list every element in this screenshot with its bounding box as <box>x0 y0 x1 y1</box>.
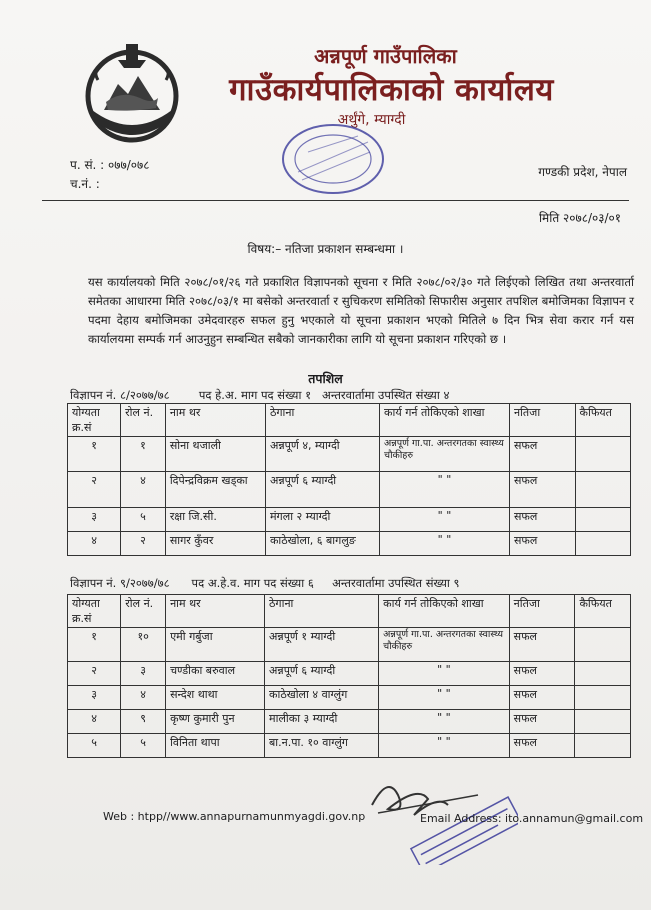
cell-address: काठेखोला ४ वाग्लुंग <box>265 686 379 710</box>
cell-sn: ४ <box>68 710 121 734</box>
office-address: अर्थुंगे, म्याग्दी <box>337 112 406 128</box>
table-row <box>68 686 631 710</box>
cell-result: सफल <box>509 508 575 532</box>
col-header: कैफियत <box>575 404 630 437</box>
cell-branch: अन्नपूर्ण गा.पा. अन्तरगतका स्वास्थ्य चौकीहरु <box>379 628 509 662</box>
reference-number: प. सं. : ०७७/०७८ <box>70 158 150 172</box>
office-stamp-icon <box>278 122 388 196</box>
cell-remarks <box>575 437 630 472</box>
cell-address: अन्नपूर्ण १ म्याग्दी <box>265 628 379 662</box>
cell-name: सन्देश थाथा <box>166 686 265 710</box>
cell-roll: २ <box>121 532 166 556</box>
cell-branch: " " <box>380 532 510 556</box>
cell-branch: " " <box>379 662 509 686</box>
cell-branch: " " <box>379 710 509 734</box>
cell-roll: ४ <box>121 686 166 710</box>
table2-header <box>70 576 460 591</box>
footer-website[interactable]: Web : htpp//www.annapurnamunmyagdi.gov.np <box>103 810 366 823</box>
results-table-1 <box>67 403 631 556</box>
cell-name: विनिता थापा <box>166 734 265 758</box>
cell-sn: २ <box>68 472 121 508</box>
cell-roll: ९ <box>121 710 166 734</box>
dispatch-number: च.नं. : <box>70 177 100 191</box>
cell-branch: " " <box>379 734 509 758</box>
tapasil-heading: तपशिल <box>308 371 343 386</box>
table-row <box>68 662 631 686</box>
cell-branch: अन्नपूर्ण गा.पा. अन्तरगतका स्वास्थ्य चौकीहरु <box>380 437 510 472</box>
header-divider <box>42 200 629 201</box>
cell-address: मालीका ३ म्याग्दी <box>265 710 379 734</box>
table1-header <box>70 388 449 403</box>
cell-branch: " " <box>380 508 510 532</box>
adv-number: विज्ञापन नं. ९/२०७७/७८ <box>70 576 170 590</box>
cell-roll: ५ <box>121 508 166 532</box>
table-row <box>68 472 631 508</box>
results-table-2 <box>67 594 631 758</box>
cell-remarks <box>575 508 630 532</box>
cell-address: काठेखोला, ६ बागलुङ <box>265 532 379 556</box>
cell-remarks <box>575 734 631 758</box>
notice-body: यस कार्यालयको मिति २०७८/०१/२६ गते प्रकाशित विज्ञापनको सूचना र मिति २०७८/०२/३० गते लिईएको लिखित तथा अन्तरवार्ता समेतका आधारमा मिति २०७८/०३/१ मा बसेको अन्तरवार्ता र सुचिकरण समितिको सिफारीस अनुसार तपशिल बमोजिमका विज्ञापन र पदमा देहाय बमोजिमका उमेदवारहरु सफल हुनु भएकाले यो सूचना प्रकाशन भएको मितिले ७ दिन भित्र सेवा करार गर्न यस कार्यालयमा सम्पर्क गर्न आउनुहुन सम्बन्धित सबैको जानकारीका लागि यो सूचना प्रकाशन गरिएको छ । <box>88 275 634 346</box>
cell-remarks <box>575 662 631 686</box>
cell-name: रक्षा जि.सी. <box>165 508 265 532</box>
cell-roll: १० <box>121 628 166 662</box>
present-count: अन्तरवार्तामा उपस्थित संख्या ९ <box>332 576 460 590</box>
table-row <box>68 508 631 532</box>
cell-sn: ३ <box>68 686 121 710</box>
cell-result: सफल <box>509 437 575 472</box>
cell-address: मंगला २ म्याग्दी <box>265 508 379 532</box>
table-row <box>68 628 631 662</box>
cell-name: सागर कुँवर <box>165 532 265 556</box>
notice-date: मिति २०७८/०३/०१ <box>538 211 621 225</box>
col-header: ठेगाना <box>265 595 379 628</box>
col-header: नतिजा <box>509 595 575 628</box>
table-row <box>68 734 631 758</box>
footer-email[interactable]: Email Address: ito.annamun@gmail.com <box>420 812 644 825</box>
cell-result: सफल <box>509 662 575 686</box>
cell-roll: ३ <box>121 662 166 686</box>
col-header: योग्यता क्र.सं <box>68 595 121 628</box>
office-name: गाउँकार्यपालिकाको कार्यालय <box>229 72 554 108</box>
col-header: कार्य गर्न तोकिएको शाखा <box>379 595 509 628</box>
table-row <box>68 532 631 556</box>
col-header: कार्य गर्न तोकिएको शाखा <box>380 404 510 437</box>
post-info: पद अ.हे.व. माग पद संख्या ६ <box>191 576 314 590</box>
cell-result: सफल <box>509 532 575 556</box>
cell-name: एमी गर्बुजा <box>166 628 265 662</box>
subject-line: विषय:– नतिजा प्रकाशन सम्बन्धमा । <box>247 242 404 256</box>
cell-remarks <box>575 686 631 710</box>
cell-roll: १ <box>121 437 166 472</box>
province-label: गण्डकी प्रदेश, नेपाल <box>538 165 627 179</box>
present-count: अन्तरवार्तामा उपस्थित संख्या ४ <box>322 388 450 402</box>
col-header: योग्यता क्र.सं <box>68 404 121 437</box>
cell-result: सफल <box>509 686 575 710</box>
cell-address: बा.न.पा. १० वाग्लुंग <box>265 734 379 758</box>
cell-result: सफल <box>509 628 575 662</box>
cell-name: कृष्ण कुमारी पुन <box>166 710 265 734</box>
adv-number: विज्ञापन नं. ८/२०७७/७८ <box>70 388 170 402</box>
cell-address: अन्नपूर्ण ६ म्याग्दी <box>265 662 379 686</box>
col-header: कैफियत <box>575 595 631 628</box>
cell-remarks <box>575 532 630 556</box>
cell-name: चण्डीका बरुवाल <box>166 662 265 686</box>
cell-result: सफल <box>509 710 575 734</box>
table-header-row <box>68 595 631 628</box>
col-header: रोल नं. <box>121 595 166 628</box>
col-header: ठेगाना <box>265 404 379 437</box>
col-header: नतिजा <box>509 404 575 437</box>
cell-branch: " " <box>379 686 509 710</box>
cell-address: अन्नपूर्ण ६ म्याग्दी <box>265 472 379 508</box>
cell-sn: २ <box>68 662 121 686</box>
cell-result: सफल <box>509 472 575 508</box>
cell-sn: १ <box>68 437 121 472</box>
org-name: अन्नपूर्ण गाउँपालिका <box>314 44 457 68</box>
table-row <box>68 710 631 734</box>
cell-remarks <box>575 472 630 508</box>
col-header: रोल नं. <box>121 404 166 437</box>
cell-remarks <box>575 710 631 734</box>
col-header: नाम थर <box>165 404 265 437</box>
cell-remarks <box>575 628 631 662</box>
cell-sn: १ <box>68 628 121 662</box>
cell-address: अन्नपूर्ण ४, म्याग्दी <box>265 437 379 472</box>
cell-sn: ३ <box>68 508 121 532</box>
cell-roll: ४ <box>121 472 166 508</box>
cell-branch: " " <box>380 472 510 508</box>
table-header-row <box>68 404 631 437</box>
post-info: पद हे.अ. माग पद संख्या १ <box>198 388 312 402</box>
cell-roll: ५ <box>121 734 166 758</box>
cell-result: सफल <box>509 734 575 758</box>
cell-sn: ४ <box>68 532 121 556</box>
cell-name: सोना थजाली <box>165 437 265 472</box>
table-row <box>68 437 631 472</box>
cell-sn: ५ <box>68 734 121 758</box>
cell-name: दिपेन्द्रविक्रम खड्का <box>165 472 265 508</box>
col-header: नाम थर <box>166 595 265 628</box>
